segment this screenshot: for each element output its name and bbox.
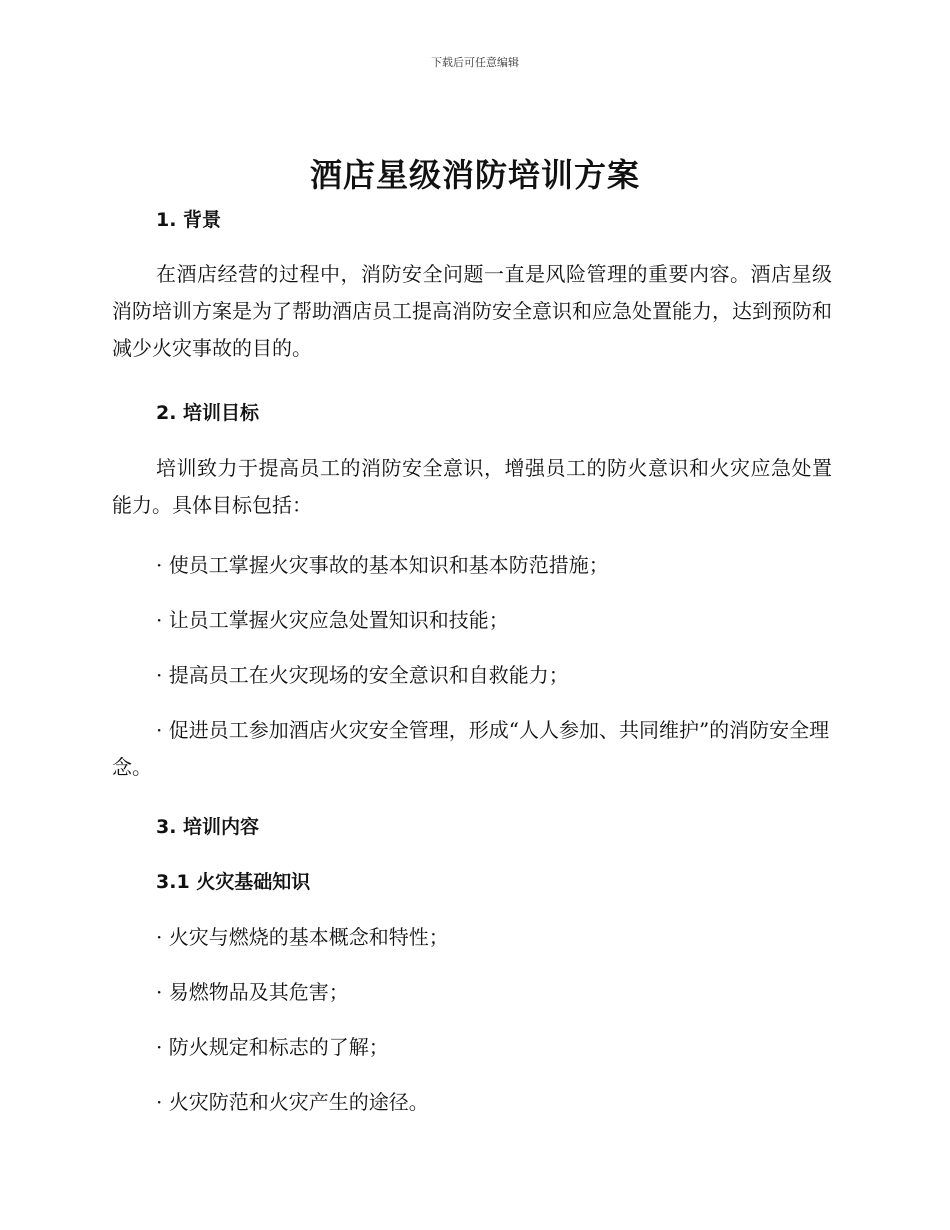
list-item: · 防火规定和标志的了解； <box>156 1035 389 1059</box>
list-item: · 易燃物品及其危害； <box>156 980 349 1004</box>
list-item: · 促进员工参加酒店火灾安全管理，形成“人人参加、共同维护”的消防安全理念。 <box>112 718 830 779</box>
list-item: · 火灾与燃烧的基本概念和特性； <box>156 925 449 949</box>
section-heading-goals: 2. 培训目标 <box>156 402 260 424</box>
section-heading-background: 1. 背景 <box>156 209 222 231</box>
list-item: · 火灾防范和火灾产生的途径。 <box>156 1090 429 1114</box>
background-paragraph: 在酒店经营的过程中，消防安全问题一直是风险管理的重要内容。酒店星级消防培训方案是为了帮助酒店员工提高消防安全意识和应急处置能力，达到预防和减少火灾事故的目的。 <box>112 262 832 360</box>
document-title: 酒店星级消防培训方案 <box>309 156 640 194</box>
list-item: · 提高员工在火灾现场的安全意识和自救能力； <box>156 663 569 687</box>
section-heading-content: 3. 培训内容 <box>156 816 260 838</box>
goals-paragraph: 培训致力于提高员工的消防安全意识，增强员工的防火意识和火灾应急处置能力。具体目标包括： <box>112 456 832 517</box>
list-item: · 使员工掌握火灾事故的基本知识和基本防范措施； <box>156 553 609 577</box>
subsection-heading-fire-basics: 3.1 火灾基础知识 <box>156 871 311 893</box>
list-item: · 让员工掌握火灾应急处置知识和技能； <box>156 608 509 632</box>
header-note: 下载后可任意编辑 <box>431 56 519 69</box>
